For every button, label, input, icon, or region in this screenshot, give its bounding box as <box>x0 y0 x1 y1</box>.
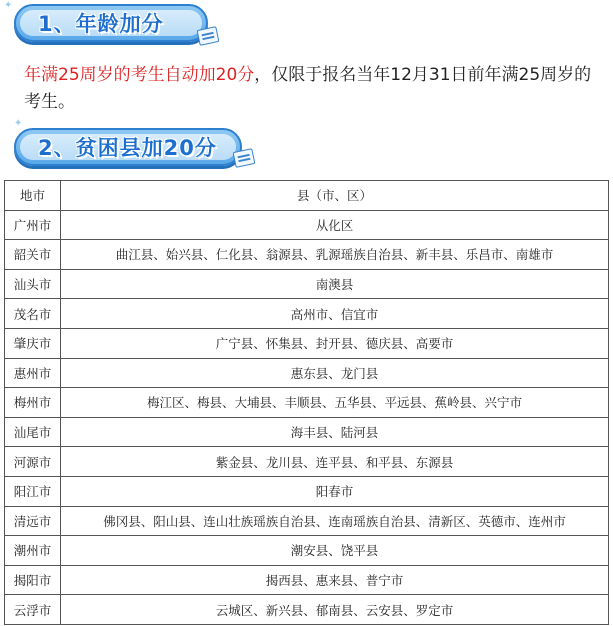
table-row <box>5 506 609 536</box>
table-row <box>5 417 609 447</box>
city-cell: 惠州市 <box>5 358 61 388</box>
counties-cell: 云城区、新兴县、郁南县、云安县、罗定市 <box>61 595 609 625</box>
city-cell: 清远市 <box>5 506 61 536</box>
city-cell: 茂名市 <box>5 299 61 329</box>
counties-cell: 紫金县、龙川县、连平县、和平县、东源县 <box>61 447 609 477</box>
counties-cell: 揭西县、惠来县、普宁市 <box>61 565 609 595</box>
section-1-banner <box>14 4 208 42</box>
counties-cell: 曲江县、始兴县、仁化县、翁源县、乳源瑶族自治县、新丰县、乐昌市、南雄市 <box>61 240 609 270</box>
city-cell: 广州市 <box>5 210 61 240</box>
book-icon <box>197 26 220 46</box>
city-cell: 云浮市 <box>5 595 61 625</box>
counties-cell: 佛冈县、阳山县、连山壮族瑶族自治县、连南瑶族自治县、清新区、英德市、连州市 <box>61 506 609 536</box>
table-row <box>5 240 609 270</box>
table-header-row <box>5 181 609 211</box>
counties-cell: 海丰县、陆河县 <box>61 417 609 447</box>
age-bonus-paragraph <box>24 62 594 116</box>
city-cell: 韶关市 <box>5 240 61 270</box>
counties-cell: 阳春市 <box>61 476 609 506</box>
city-cell: 汕头市 <box>5 269 61 299</box>
city-cell: 揭阳市 <box>5 565 61 595</box>
header-counties: 县（市、区） <box>61 181 609 211</box>
table-row <box>5 388 609 418</box>
city-cell: 肇庆市 <box>5 328 61 358</box>
table-row <box>5 210 609 240</box>
section-2-banner <box>14 128 242 166</box>
book-icon <box>233 148 256 168</box>
table-row <box>5 595 609 625</box>
city-cell: 阳江市 <box>5 476 61 506</box>
city-cell: 潮州市 <box>5 536 61 566</box>
table-row <box>5 447 609 477</box>
section-2-title: 2、贫困县加20分 <box>38 136 217 160</box>
counties-cell: 广宁县、怀集县、封开县、德庆县、高要市 <box>61 328 609 358</box>
city-cell: 梅州市 <box>5 388 61 418</box>
counties-cell: 惠东县、龙门县 <box>61 358 609 388</box>
counties-cell: 从化区 <box>61 210 609 240</box>
counties-cell: 潮安县、饶平县 <box>61 536 609 566</box>
sparkle-decoration: ✦ <box>14 118 23 129</box>
table-row <box>5 328 609 358</box>
header-city: 地市 <box>5 181 61 211</box>
table-row <box>5 358 609 388</box>
counties-cell: 南澳县 <box>61 269 609 299</box>
age-bonus-highlight: 年满25周岁的考生自动加20分 <box>24 65 255 85</box>
table-row <box>5 299 609 329</box>
table-row <box>5 476 609 506</box>
table-row <box>5 565 609 595</box>
city-cell: 河源市 <box>5 447 61 477</box>
counties-cell: 梅江区、梅县、大埔县、丰顺县、五华县、平远县、蕉岭县、兴宁市 <box>61 388 609 418</box>
table-row <box>5 269 609 299</box>
section-1-title: 1、年龄加分 <box>38 12 164 36</box>
age-bonus-detail: ，仅限于报名当年12月31日前年满25周岁的考生。 <box>24 65 592 112</box>
poverty-county-table <box>4 180 609 625</box>
sparkle-decoration: ✦ <box>4 0 13 11</box>
table-row <box>5 536 609 566</box>
counties-cell: 高州市、信宜市 <box>61 299 609 329</box>
city-cell: 汕尾市 <box>5 417 61 447</box>
